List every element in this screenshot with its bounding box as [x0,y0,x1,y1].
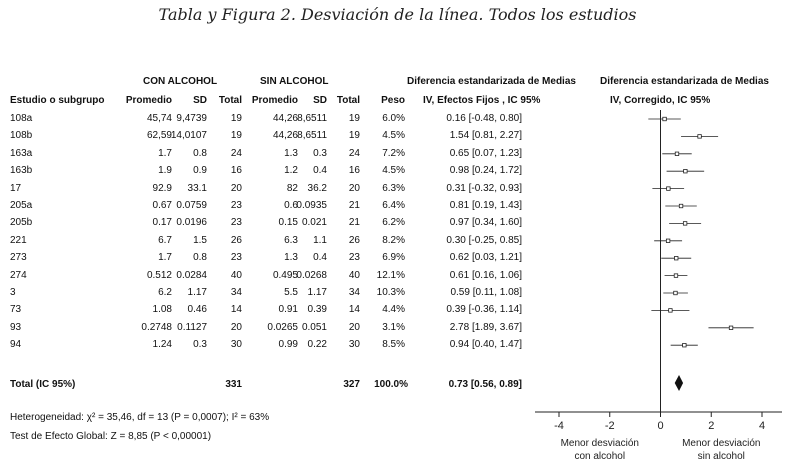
row-ci: 0.62 [0.03, 1.21] [449,252,522,264]
point-estimate [684,169,688,173]
row-weight: 6.4% [382,200,405,211]
row-n-sin: 14 [348,304,360,316]
row-sd-con: 33.1 [187,182,207,194]
row-mean-sin: 82 [286,182,298,194]
row-study: 221 [10,234,27,246]
row-n-sin: 30 [348,339,360,351]
row-ci: 0.39 [-0.36, 1.14] [446,304,522,316]
point-estimate [667,187,671,191]
row-mean-sin: 0.99 [278,339,298,351]
point-estimate [674,274,678,278]
row-sd-con: 0.3 [193,339,207,351]
row-mean-con: 45,74 [146,113,172,124]
pooled-diamond [675,375,683,391]
header-mean-con: Promedio [125,95,172,106]
point-estimate [698,135,702,139]
row-study: 108a [10,113,33,124]
row-ci: 0.61 [0.16, 1.06] [449,269,522,281]
header-diff-corrected-sub: IV, Corregido, IC 95% [610,95,711,106]
row-mean-con: 0.17 [152,217,172,229]
row-n-con: 20 [230,182,242,194]
row-study: 274 [10,269,27,281]
header-diff-fixed: Diferencia estandarizada de Medias [407,76,576,87]
row-mean-sin: 44,26 [272,113,298,124]
row-mean-sin: 44,26 [272,130,298,142]
overall-test-text: Test de Efecto Global: Z = 8,85 (P < 0,00001) [10,431,212,442]
row-weight: 6.0% [382,113,405,124]
row-sd-con: 0.0759 [176,200,207,211]
row-mean-con: 0.512 [146,269,172,281]
header-diff-corrected: Diferencia estandarizada de Medias [600,76,769,87]
row-ci: 0.81 [0.19, 1.43] [449,200,522,211]
row-n-sin: 21 [348,200,360,211]
row-n-sin: 24 [348,147,360,159]
row-sd-con: 0.0284 [176,269,207,281]
row-weight: 8.2% [382,234,405,246]
row-n-con: 16 [230,165,242,177]
header-sd-con: SD [193,95,207,106]
row-mean-con: 0.2748 [141,321,172,333]
row-weight: 12.1% [376,269,405,281]
row-mean-con: 62,59 [146,130,172,142]
row-ci: 0.97 [0.34, 1.60] [449,217,522,229]
row-study: 93 [10,321,22,333]
row-weight: 6.3% [382,182,405,194]
row-n-sin: 19 [348,130,360,142]
row-study: 205a [10,200,33,211]
row-ci: 0.94 [0.40, 1.47] [449,339,522,351]
total-label: Total (IC 95%) [10,379,76,390]
x-tick-label: -4 [554,420,564,432]
total-weight: 100.0% [374,379,408,390]
row-study: 17 [10,182,22,194]
row-ci: 0.16 [-0.48, 0.80] [446,113,522,124]
point-estimate [683,222,687,226]
header-total-sin: Total [336,95,360,106]
total-n-sin: 327 [343,379,360,390]
total-ci: 0.73 [0.56, 0.89] [448,379,522,390]
row-ci: 2.78 [1.89, 3.67] [449,321,522,333]
header-sin-alcohol: SIN ALCOHOL [260,76,329,87]
row-sd-sin: 0.051 [301,321,327,333]
row-mean-sin: 6.3 [284,234,298,246]
header-diff-fixed-sub: IV, Efectos Fijos , IC 95% [423,95,541,106]
row-n-con: 20 [230,321,242,333]
row-mean-con: 6.7 [158,234,172,246]
row-sd-con: 9,4739 [176,113,207,124]
row-n-con: 26 [230,234,242,246]
row-sd-sin: 8,6511 [297,130,327,142]
row-mean-con: 1.24 [152,339,172,351]
row-study: 205b [10,217,33,229]
row-mean-sin: 0.6 [284,200,298,211]
row-n-con: 19 [230,130,242,142]
row-weight: 6.9% [382,252,405,264]
x-tick-label: 2 [708,420,715,432]
row-study: 163b [10,165,33,177]
row-n-con: 14 [230,304,242,316]
point-estimate [683,343,687,347]
row-mean-sin: 0.495 [272,269,298,281]
row-n-con: 34 [230,287,242,298]
point-estimate [675,152,679,156]
row-mean-sin: 5.5 [284,287,298,298]
row-mean-sin: 0.15 [278,217,298,229]
figure-title: Tabla y Figura 2. Desviación de la línea. Todos los estudios [158,5,637,24]
row-sd-sin: 0.0935 [296,200,327,211]
row-sd-sin: 0.021 [301,217,327,229]
row-sd-con: 0.46 [187,304,207,316]
point-estimate [674,256,678,260]
row-n-sin: 40 [348,269,360,281]
row-mean-sin: 1.3 [284,252,298,264]
row-weight: 4.5% [382,165,405,177]
row-study: 163a [10,147,33,159]
row-n-sin: 19 [348,113,360,124]
row-n-sin: 21 [348,217,360,229]
row-mean-con: 1.08 [152,304,172,316]
row-sd-sin: 8,6511 [297,113,327,124]
header-mean-sin: Promedio [251,95,298,106]
row-sd-sin: 1.1 [313,234,327,246]
total-n-con: 331 [225,379,242,390]
row-study: 73 [10,304,22,316]
heterogeneity-text: Heterogeneidad: χ² = 35,46, df = 13 (P = 0,0007); I² = 63% [10,412,270,423]
row-study: 94 [10,339,22,351]
point-estimate [729,326,733,330]
row-study: 3 [10,287,16,298]
row-sd-con: 0.8 [193,252,207,264]
header-con-alcohol: CON ALCOHOL [143,76,218,87]
row-study: 108b [10,130,33,142]
row-n-con: 24 [230,147,242,159]
row-weight: 6.2% [382,217,405,229]
row-mean-con: 0.67 [152,200,172,211]
row-weight: 3.1% [382,321,405,333]
point-estimate [666,239,670,243]
row-n-sin: 20 [348,321,360,333]
row-sd-sin: 0.22 [307,339,327,351]
point-estimate [663,117,667,121]
row-ci: 0.59 [0.11, 1.08] [450,287,522,298]
row-mean-sin: 1.2 [284,165,298,177]
header-study: Estudio o subgrupo [10,95,105,106]
row-study: 273 [10,252,27,264]
row-mean-con: 1.7 [158,252,172,264]
row-weight: 4.4% [382,304,405,316]
row-sd-sin: 0.4 [313,252,327,264]
row-mean-sin: 0.0265 [267,321,298,333]
row-sd-sin: 36.2 [307,182,327,194]
header-sd-sin: SD [313,95,327,106]
row-n-con: 30 [230,339,242,351]
row-sd-sin: 0.4 [313,165,327,177]
row-n-sin: 16 [348,165,360,177]
row-n-con: 23 [230,252,242,264]
x-tick-label: 0 [657,420,664,432]
row-weight: 10.3% [376,287,405,298]
row-ci: 1.54 [0.81, 2.27] [449,130,522,142]
x-tick-label: 4 [758,420,766,432]
row-sd-con: 1.17 [187,287,207,298]
header-total-con: Total [218,95,242,106]
row-sd-con: 14,0107 [170,130,207,142]
row-sd-sin: 0.39 [307,304,327,316]
row-n-con: 23 [230,200,242,211]
x-tick-label: -2 [604,420,615,432]
row-n-sin: 26 [348,234,360,246]
row-ci: 0.30 [-0.25, 0.85] [446,234,522,246]
left-direction-label: Menor desviación [560,438,639,449]
header-weight: Peso [381,95,405,106]
row-mean-sin: 0.91 [278,304,298,316]
row-n-sin: 34 [348,287,360,298]
row-sd-sin: 1.17 [307,287,327,298]
row-mean-con: 1.7 [158,147,172,159]
row-mean-sin: 1.3 [284,147,298,159]
row-mean-con: 6.2 [158,287,172,298]
row-weight: 8.5% [382,339,405,351]
row-sd-con: 0.0196 [176,217,207,229]
row-ci: 0.98 [0.24, 1.72] [449,165,522,177]
row-sd-con: 0.9 [193,165,207,177]
row-ci: 0.31 [-0.32, 0.93] [446,182,522,194]
row-weight: 4.5% [382,130,405,142]
row-ci: 0.65 [0.07, 1.23] [449,147,522,159]
row-sd-sin: 0.3 [313,147,327,159]
left-direction-label: con alcohol [574,451,626,462]
row-mean-con: 1.9 [158,165,172,177]
row-weight: 7.2% [382,147,405,159]
right-direction-label: sin alcohol [697,451,745,462]
row-sd-con: 0.1127 [177,321,207,333]
row-n-sin: 23 [348,252,360,264]
point-estimate [669,309,673,313]
row-n-sin: 20 [348,182,360,194]
row-sd-con: 0.8 [193,147,207,159]
point-estimate [679,204,683,208]
right-direction-label: Menor desviación [682,438,761,449]
row-n-con: 19 [230,113,242,124]
row-sd-sin: 0.0268 [296,269,327,281]
row-n-con: 23 [230,217,242,229]
row-sd-con: 1.5 [193,234,207,246]
row-n-con: 40 [230,269,242,281]
row-mean-con: 92.9 [152,182,172,194]
point-estimate [674,291,678,295]
